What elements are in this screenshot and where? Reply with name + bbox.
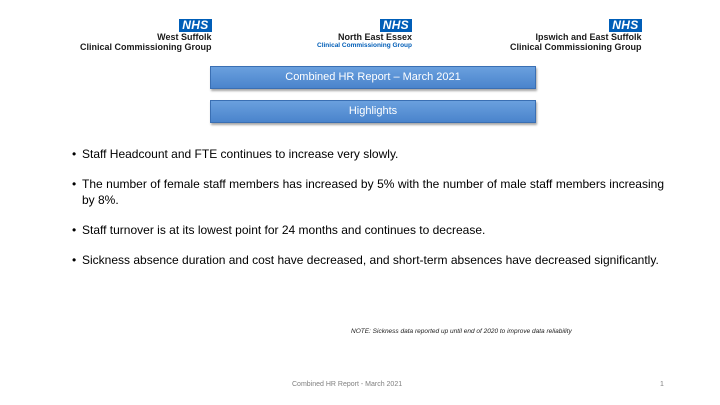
bullet-text: Sickness absence duration and cost have decreased, and short-term absences have decreased significantly. — [82, 253, 659, 267]
logo-org-name: Ipswich and East Suffolk — [535, 32, 642, 42]
nhs-logo: NHS — [609, 19, 641, 32]
list-item — [72, 222, 664, 238]
list-item — [72, 146, 664, 162]
bullet-text: The number of female staff members has increased by 5% with the number of male staff members increasing by 8%. — [82, 177, 664, 207]
logo-north-east-essex-ccg — [317, 19, 412, 50]
report-title-banner: Combined HR Report – March 2021 — [210, 66, 536, 89]
logo-org-name: North East Essex — [337, 32, 412, 42]
nhs-logo: NHS — [179, 19, 211, 32]
logo-org-subtitle: Clinical Commissioning Group — [510, 42, 642, 52]
logo-org-subtitle: Clinical Commissioning Group — [317, 42, 412, 49]
nhs-logo: NHS — [380, 19, 412, 32]
highlights-banner: Highlights — [210, 100, 536, 123]
highlights-list — [72, 146, 664, 268]
footer-title: Combined HR Report - March 2021 — [292, 381, 403, 388]
bullet-icon: • — [72, 147, 77, 161]
logo-org-name: West Suffolk — [157, 32, 212, 42]
logo-org-subtitle: Clinical Commissioning Group — [80, 42, 212, 52]
bullet-text: Staff turnover is at its lowest point for 24 months and continues to decrease. — [82, 223, 486, 237]
sickness-data-note: NOTE: Sickness data reported up until end of 2020 to improve data reliability — [351, 328, 572, 335]
bullet-icon: • — [72, 223, 77, 237]
list-item — [72, 252, 664, 268]
list-item — [72, 176, 664, 208]
bullet-icon: • — [72, 177, 77, 191]
bullet-icon: • — [72, 253, 77, 267]
logo-ipswich-east-suffolk-ccg — [510, 19, 642, 52]
page-number: 1 — [660, 381, 664, 388]
logo-west-suffolk-ccg — [80, 19, 212, 52]
bullet-text: Staff Headcount and FTE continues to increase very slowly. — [82, 147, 399, 161]
